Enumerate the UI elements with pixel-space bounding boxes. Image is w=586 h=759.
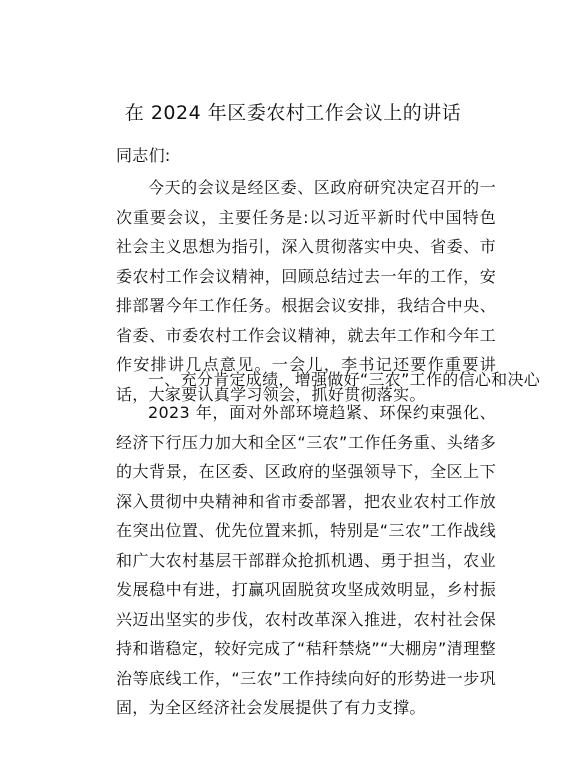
paragraph-achievements: 2023 年，面对外部环境趋紧、环保约束强化、经济下行压力加大和全区“三农”工作任务重、头绪多的大背景，在区委、区政府的坚强领导下，全区上下深入贯彻中央精神和省市委部署，把农业农村工作放在突出位置、优先位置来抓，特别是“三农”工作战线和广大农村基层干部群众抢抓机遇、勇于担当，农业发展稳中有进，打赢巩固脱贫攻坚成效明显，乡村振兴迈出坚实的步伐，农村改革深入推进，农村社会保持和谐稳定，较好完成了“秸秆禁烧”“大棚房”清理整治等底线工作，“三农”工作持续向好的形势进一步巩固，为全区经济社会发展提供了有力支撑。 <box>116 403 496 717</box>
paragraph-intro: 今天的会议是经区委、区政府研究决定召开的一次重要会议，主要任务是:以习近平新时代中国特色社会主义思想为指引，深入贯彻落实中央、省委、市委农村工作会议精神，回顾总结过去一年的工作，安排部署今年工作任务。根据会议安排，我结合中央、省委、市委农村工作会议精神，就去年工作和今年工作安排讲几点意见。一会儿，李书记还要作重要讲话，大家要认真学习领会，抓好贯彻落实。 <box>116 178 496 404</box>
document-title: 在 2024 年区委农村工作会议上的讲话 <box>124 102 462 124</box>
section-heading: 一、充分肯定成绩，增强做好“三农”工作的信心和决心 <box>148 370 541 389</box>
greeting: 同志们: <box>116 146 171 165</box>
